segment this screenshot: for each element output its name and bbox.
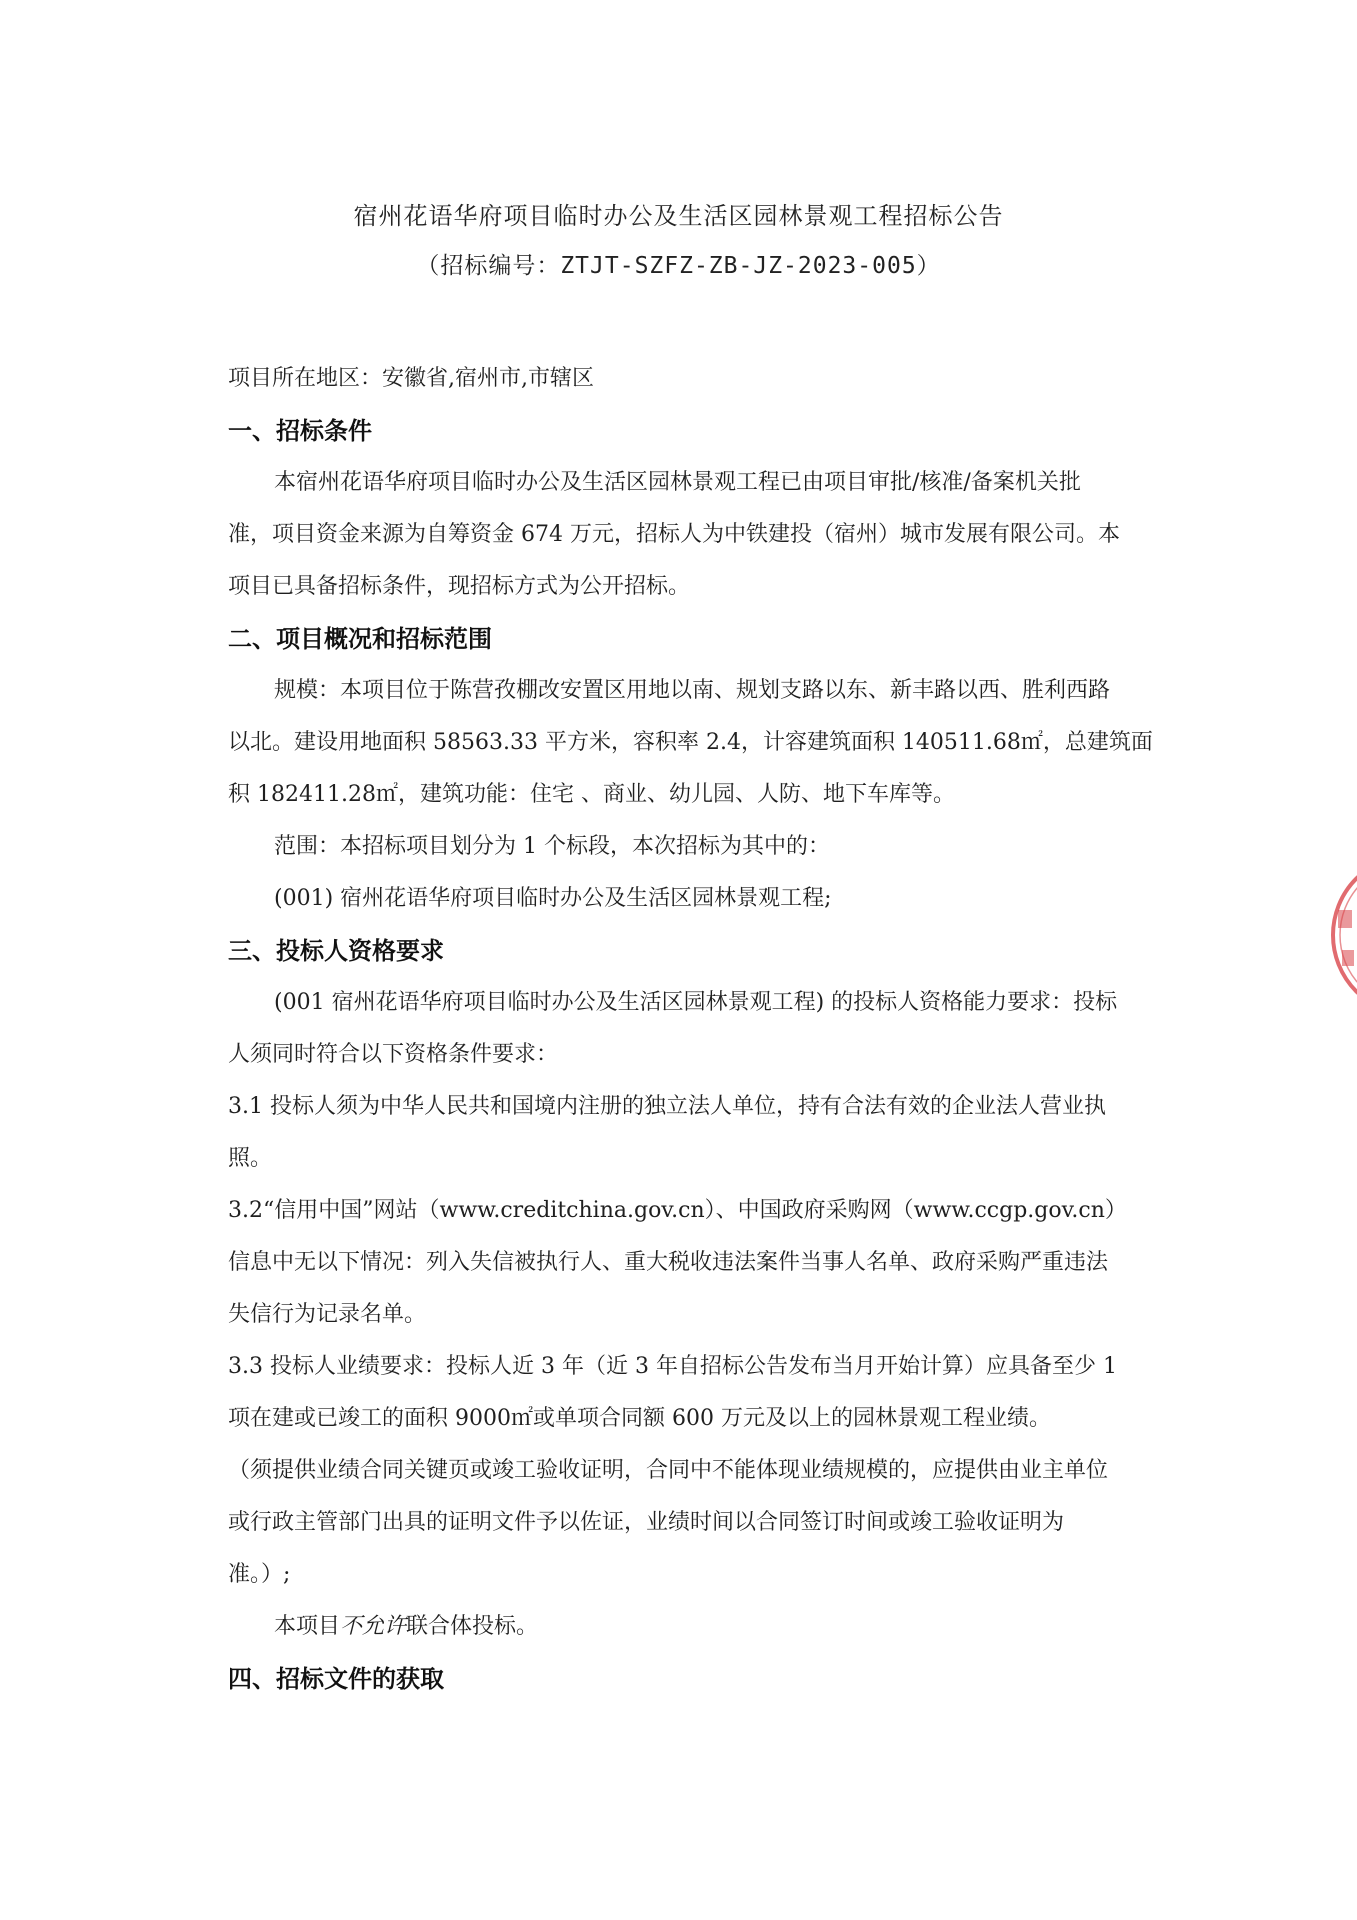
paragraph-line: 人须同时符合以下资格条件要求： xyxy=(228,1042,559,1067)
paragraph-line: 项在建或已竣工的面积 9000㎡或单项合同额 600 万元及以上的园林景观工程业绩。 xyxy=(228,1406,1051,1431)
region-line: 项目所在地区：安徽省,宿州市,市辖区 xyxy=(228,366,594,391)
paragraph-line: 准。）; xyxy=(228,1562,291,1587)
paragraph-line: 失信行为记录名单。 xyxy=(228,1302,427,1327)
paragraph-line: (001) 宿州花语华府项目临时办公及生活区园林景观工程; xyxy=(274,886,832,911)
paragraph-line: （须提供业绩合同关键页或竣工验收证明，合同中不能体现业绩规模的，应提供由业主单位 xyxy=(228,1458,1109,1483)
paragraph-line: 3.2“信用中国”网站（www.creditchina.gov.cn）、中国政府采购网（www.ccgp.gov.cn） xyxy=(228,1198,1127,1223)
paragraph-line: 3.3 投标人业绩要求：投标人近 3 年（近 3 年自招标公告发布当月开始计算）应具备至少 1 xyxy=(228,1354,1117,1379)
section-heading-3: 三、投标人资格要求 xyxy=(228,937,444,965)
paragraph-line: 准，项目资金来源为自筹资金 674 万元，招标人为中铁建投（宿州）城市发展有限公司。本 xyxy=(228,522,1120,547)
section-heading-1: 一、招标条件 xyxy=(228,417,372,445)
consortium-emphasis: 不允许 xyxy=(340,1614,407,1639)
paragraph-line: 或行政主管部门出具的证明文件予以佐证，业绩时间以合同签订时间或竣工验收证明为 xyxy=(228,1510,1065,1535)
consortium-suffix: 联合体投标。 xyxy=(406,1614,539,1639)
document-title: 宿州花语华府项目临时办公及生活区园林景观工程招标公告 xyxy=(353,202,1004,230)
section-heading-2: 二、项目概况和招标范围 xyxy=(228,625,492,653)
bid-number: （招标编号：ZTJT-SZFZ-ZB-JZ-2023-005） xyxy=(416,253,941,279)
paragraph-line: 规模：本项目位于陈营孜棚改安置区用地以南、规划支路以东、新丰路以西、胜利西路 xyxy=(274,678,1111,703)
paragraph-line: 积 182411.28㎡，建筑功能：住宅 、商业、幼儿园、人防、地下车库等。 xyxy=(228,782,955,807)
paragraph-line: 以北。建设用地面积 58563.33 平方米，容积率 2.4，计容建筑面积 140511.68㎡，总建筑面 xyxy=(228,730,1153,755)
paragraph-line: 信息中无以下情况：列入失信被执行人、重大税收违法案件当事人名单、政府采购严重违法 xyxy=(228,1250,1109,1275)
paragraph-line: 3.1 投标人须为中华人民共和国境内注册的独立法人单位，持有合法有效的企业法人营业执 xyxy=(228,1094,1106,1119)
paragraph-line: (001 宿州花语华府项目临时办公及生活区园林景观工程) 的投标人资格能力要求：投标 xyxy=(274,990,1118,1015)
consortium-prefix: 本项目 xyxy=(274,1614,341,1639)
paragraph-line: 本宿州花语华府项目临时办公及生活区园林景观工程已由项目审批/核准/备案机关批 xyxy=(274,470,1081,495)
official-seal-stamp xyxy=(1318,850,1357,1020)
section-heading-4: 四、招标文件的获取 xyxy=(228,1665,444,1693)
paragraph-line: 照。 xyxy=(228,1146,273,1171)
paragraph-line: 项目已具备招标条件，现招标方式为公开招标。 xyxy=(228,574,691,599)
paragraph-line: 范围：本招标项目划分为 1 个标段，本次招标为其中的： xyxy=(274,834,830,859)
consortium-line xyxy=(274,1612,538,1642)
